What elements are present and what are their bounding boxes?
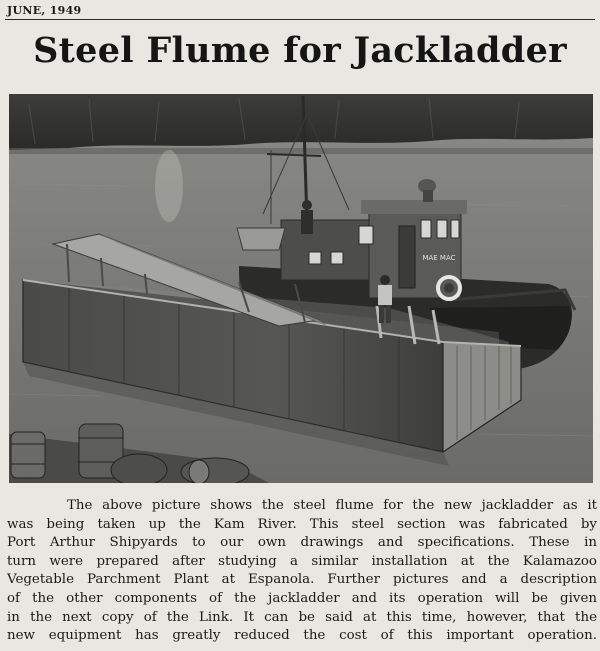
body-line: of the other components of the jackladder and its operation will be given bbox=[7, 590, 597, 606]
body-line: was being taken up the Kam River. This steel section was fabricated by bbox=[7, 516, 597, 532]
body-line: The above picture shows the steel flume for the new jackladder as it bbox=[67, 498, 597, 513]
body-line: in the next copy of the Link. It can be said at this time, however, that the bbox=[7, 609, 597, 625]
issue-date: JUNE, 1949 bbox=[7, 4, 82, 17]
boat-name-label: MAE MAC bbox=[422, 254, 456, 262]
body-line: Vegetable Parchment Plant at Espanola. Further pictures and a description bbox=[7, 572, 597, 588]
body-line: Port Arthur Shipyards to our own drawings and specifications. These in bbox=[7, 535, 597, 551]
article-title: Steel Flume for Jackladder bbox=[33, 30, 567, 71]
flume-photo-illustration bbox=[9, 94, 593, 483]
body-line: new equipment has greatly reduced the cost of this important operation. bbox=[7, 628, 597, 644]
article-body bbox=[7, 497, 597, 646]
body-line: turn were prepared after studying a similar installation at the Kalamazoo bbox=[7, 553, 597, 569]
page-header bbox=[5, 3, 595, 20]
article-photo bbox=[9, 94, 593, 483]
